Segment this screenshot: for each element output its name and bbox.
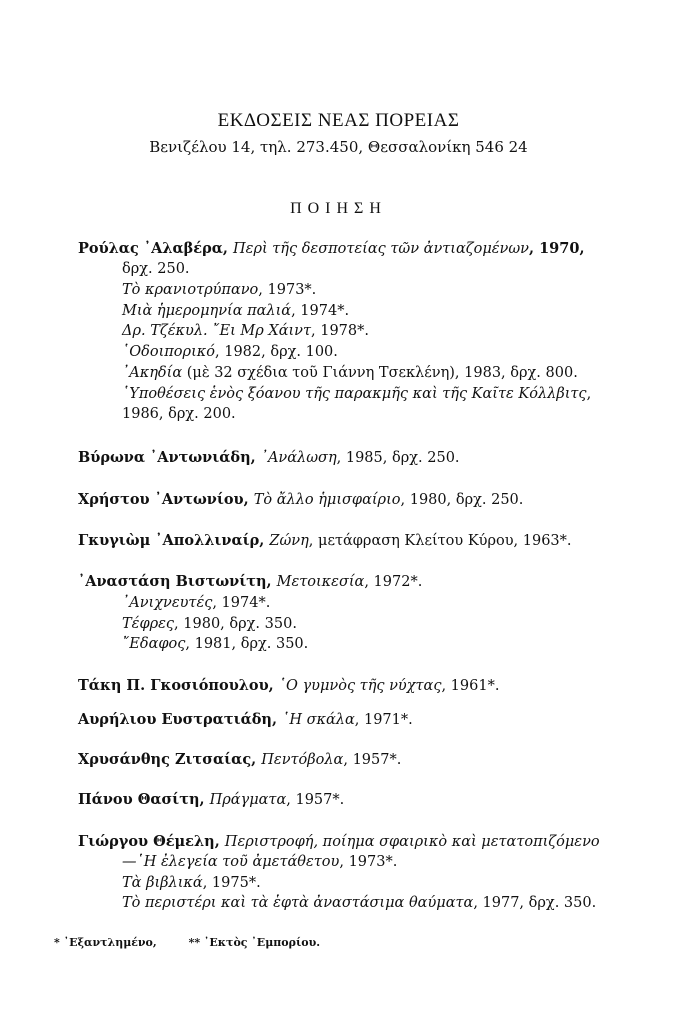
entry-line	[78, 449, 460, 467]
author-name: Γκυγιὼμ ᾿Απολλιναίρ,	[78, 532, 270, 549]
entry-continuation-line	[122, 322, 369, 340]
entry-line	[78, 573, 422, 591]
book-title: Περὶ τῆς δεσποτείας τῶν ἀντιαζομένων	[233, 241, 529, 257]
book-details: , 1973*.	[339, 854, 398, 870]
entry-line	[78, 833, 600, 851]
entry-continuation-line	[122, 281, 316, 299]
entry-continuation-line	[122, 594, 270, 612]
author-name: Χρήστου ᾿Αντωνίου,	[78, 491, 254, 508]
book-details: , μετάφραση Κλείτου Κύρου, 1963*.	[308, 533, 572, 549]
book-title: ᾿Ακηδία	[122, 365, 183, 381]
book-title: ῾Υποθέσεις ἑνὸς ξόανου τῆς παρακμῆς καὶ τῆς Καῖτε Κόλλβιτς	[122, 386, 587, 402]
book-title: ῾Η σκάλα	[282, 712, 355, 728]
book-details: , 1980, δρχ. 350.	[174, 616, 297, 632]
entry-line	[78, 791, 344, 809]
entry-continuation-line	[122, 874, 261, 892]
book-title: Δρ. Τζέκυλ. ῎Ει Μρ Χάιντ	[122, 323, 312, 339]
book-title: —῾Η ἐλεγεία τοῦ ἀμετάθετου	[122, 854, 340, 870]
book-details: , 1978*.	[311, 323, 369, 339]
author-name: Τάκη Π. Γκοσιόπουλου,	[78, 677, 279, 694]
footnote-out-of-print: * ᾿Εξαντλημένο,	[54, 936, 157, 949]
book-title: Τὸ κρανιοτρύπανο	[122, 282, 259, 298]
book-title: ῾Οδοιπορικό	[122, 344, 215, 360]
book-details: , 1980, δρχ. 250.	[400, 492, 524, 508]
entry-continuation-line	[122, 385, 591, 403]
entry-continuation-line	[122, 405, 236, 423]
book-details: , 1957*.	[343, 752, 402, 768]
book-details: (μὲ 32 σχέδια τοῦ Γιάννη Τσεκλένη), 1983, δρχ. 800.	[182, 365, 578, 381]
entry-line	[78, 491, 523, 509]
book-details: , 1971*.	[354, 712, 413, 728]
footnote-not-for-sale: ** ᾿Εκτὸς ᾿Εμπορίου.	[188, 936, 321, 949]
author-name: Πάνου Θασίτη,	[78, 791, 210, 808]
book-details: , 1961*.	[441, 678, 500, 694]
entry-continuation-line	[122, 853, 397, 871]
book-title: Τὸ περιστέρι καὶ τὰ ἑφτὰ ἀναστάσιμα θαύματα	[122, 895, 474, 911]
entry-continuation-line	[122, 894, 596, 912]
book-details: , 1982, δρχ. 100.	[215, 344, 338, 360]
author-name: Γιώργου Θέμελη,	[78, 833, 225, 850]
author-name: ᾿Αναστάση Βιστωνίτη,	[78, 573, 277, 590]
entry-continuation-line	[122, 364, 578, 382]
book-details: , 1975*.	[202, 875, 261, 891]
book-details: , 1973*.	[258, 282, 317, 298]
footnotes	[54, 936, 348, 949]
section-title: ΠΟΙΗΣΗ	[290, 200, 387, 217]
book-details: δρχ. 250.	[122, 261, 190, 277]
book-details: , 1985, δρχ. 250.	[336, 450, 460, 466]
book-title: Περιστροφή, ποίημα σφαιρικὸ καὶ μετατοπιζόμενο	[224, 834, 600, 850]
entry-line	[78, 240, 585, 258]
entry-line	[78, 532, 572, 550]
entry-continuation-line	[122, 343, 338, 361]
book-title: Μετοικεσία	[276, 574, 365, 590]
book-title: ᾿Ανάλωση	[260, 450, 337, 466]
author-name: , 1970,	[529, 240, 585, 257]
book-details: , 1957*.	[286, 792, 345, 808]
book-details: , 1974*.	[212, 595, 271, 611]
author-name: Βύρωνα ᾿Αντωνιάδη,	[78, 449, 261, 466]
publisher-title: ΕΚΔΟΣΕΙΣ ΝΕΑΣ ΠΟΡΕΙΑΣ	[217, 110, 460, 131]
book-title: Πράγματα	[209, 792, 287, 808]
book-details: , 1981, δρχ. 350.	[185, 636, 309, 652]
book-title: Ζώνη	[269, 533, 309, 549]
book-title: Τὸ ἄλλο ἡμισφαίριο	[253, 492, 401, 508]
entry-line	[78, 677, 499, 695]
author-name: Αυρήλιου Ευστρατιάδη,	[78, 711, 283, 728]
publisher-address: Βενιζέλου 14, τηλ. 273.450, Θεσσαλονίκη 546 24	[149, 138, 528, 156]
book-details: 1986, δρχ. 200.	[122, 406, 236, 422]
entry-line	[78, 711, 413, 729]
book-title: ᾿Ανιχνευτές	[122, 595, 213, 611]
book-title: Μιὰ ἡμερομηνία παλιά	[122, 303, 292, 319]
entry-continuation-line	[122, 260, 190, 278]
entry-line	[78, 751, 401, 769]
book-details: , 1972*.	[364, 574, 423, 590]
entry-continuation-line	[122, 615, 297, 633]
book-details: ,	[586, 386, 592, 402]
book-title: ῎Εδαφος	[122, 636, 186, 652]
book-title: Τὰ βιβλικά	[122, 875, 203, 891]
book-title: Τέφρες	[122, 616, 175, 632]
author-name: Ρούλας ᾿Αλαβέρα,	[78, 240, 234, 257]
book-title: ῾Ο γυμνὸς τῆς νύχτας	[278, 678, 442, 694]
book-details: , 1974*.	[291, 303, 350, 319]
book-title: Πεντόβολα	[261, 752, 344, 768]
author-name: Χρυσάνθης Ζιτσαίας,	[78, 751, 262, 768]
entry-continuation-line	[122, 302, 349, 320]
entry-continuation-line	[122, 635, 308, 653]
book-details: , 1977, δρχ. 350.	[473, 895, 597, 911]
